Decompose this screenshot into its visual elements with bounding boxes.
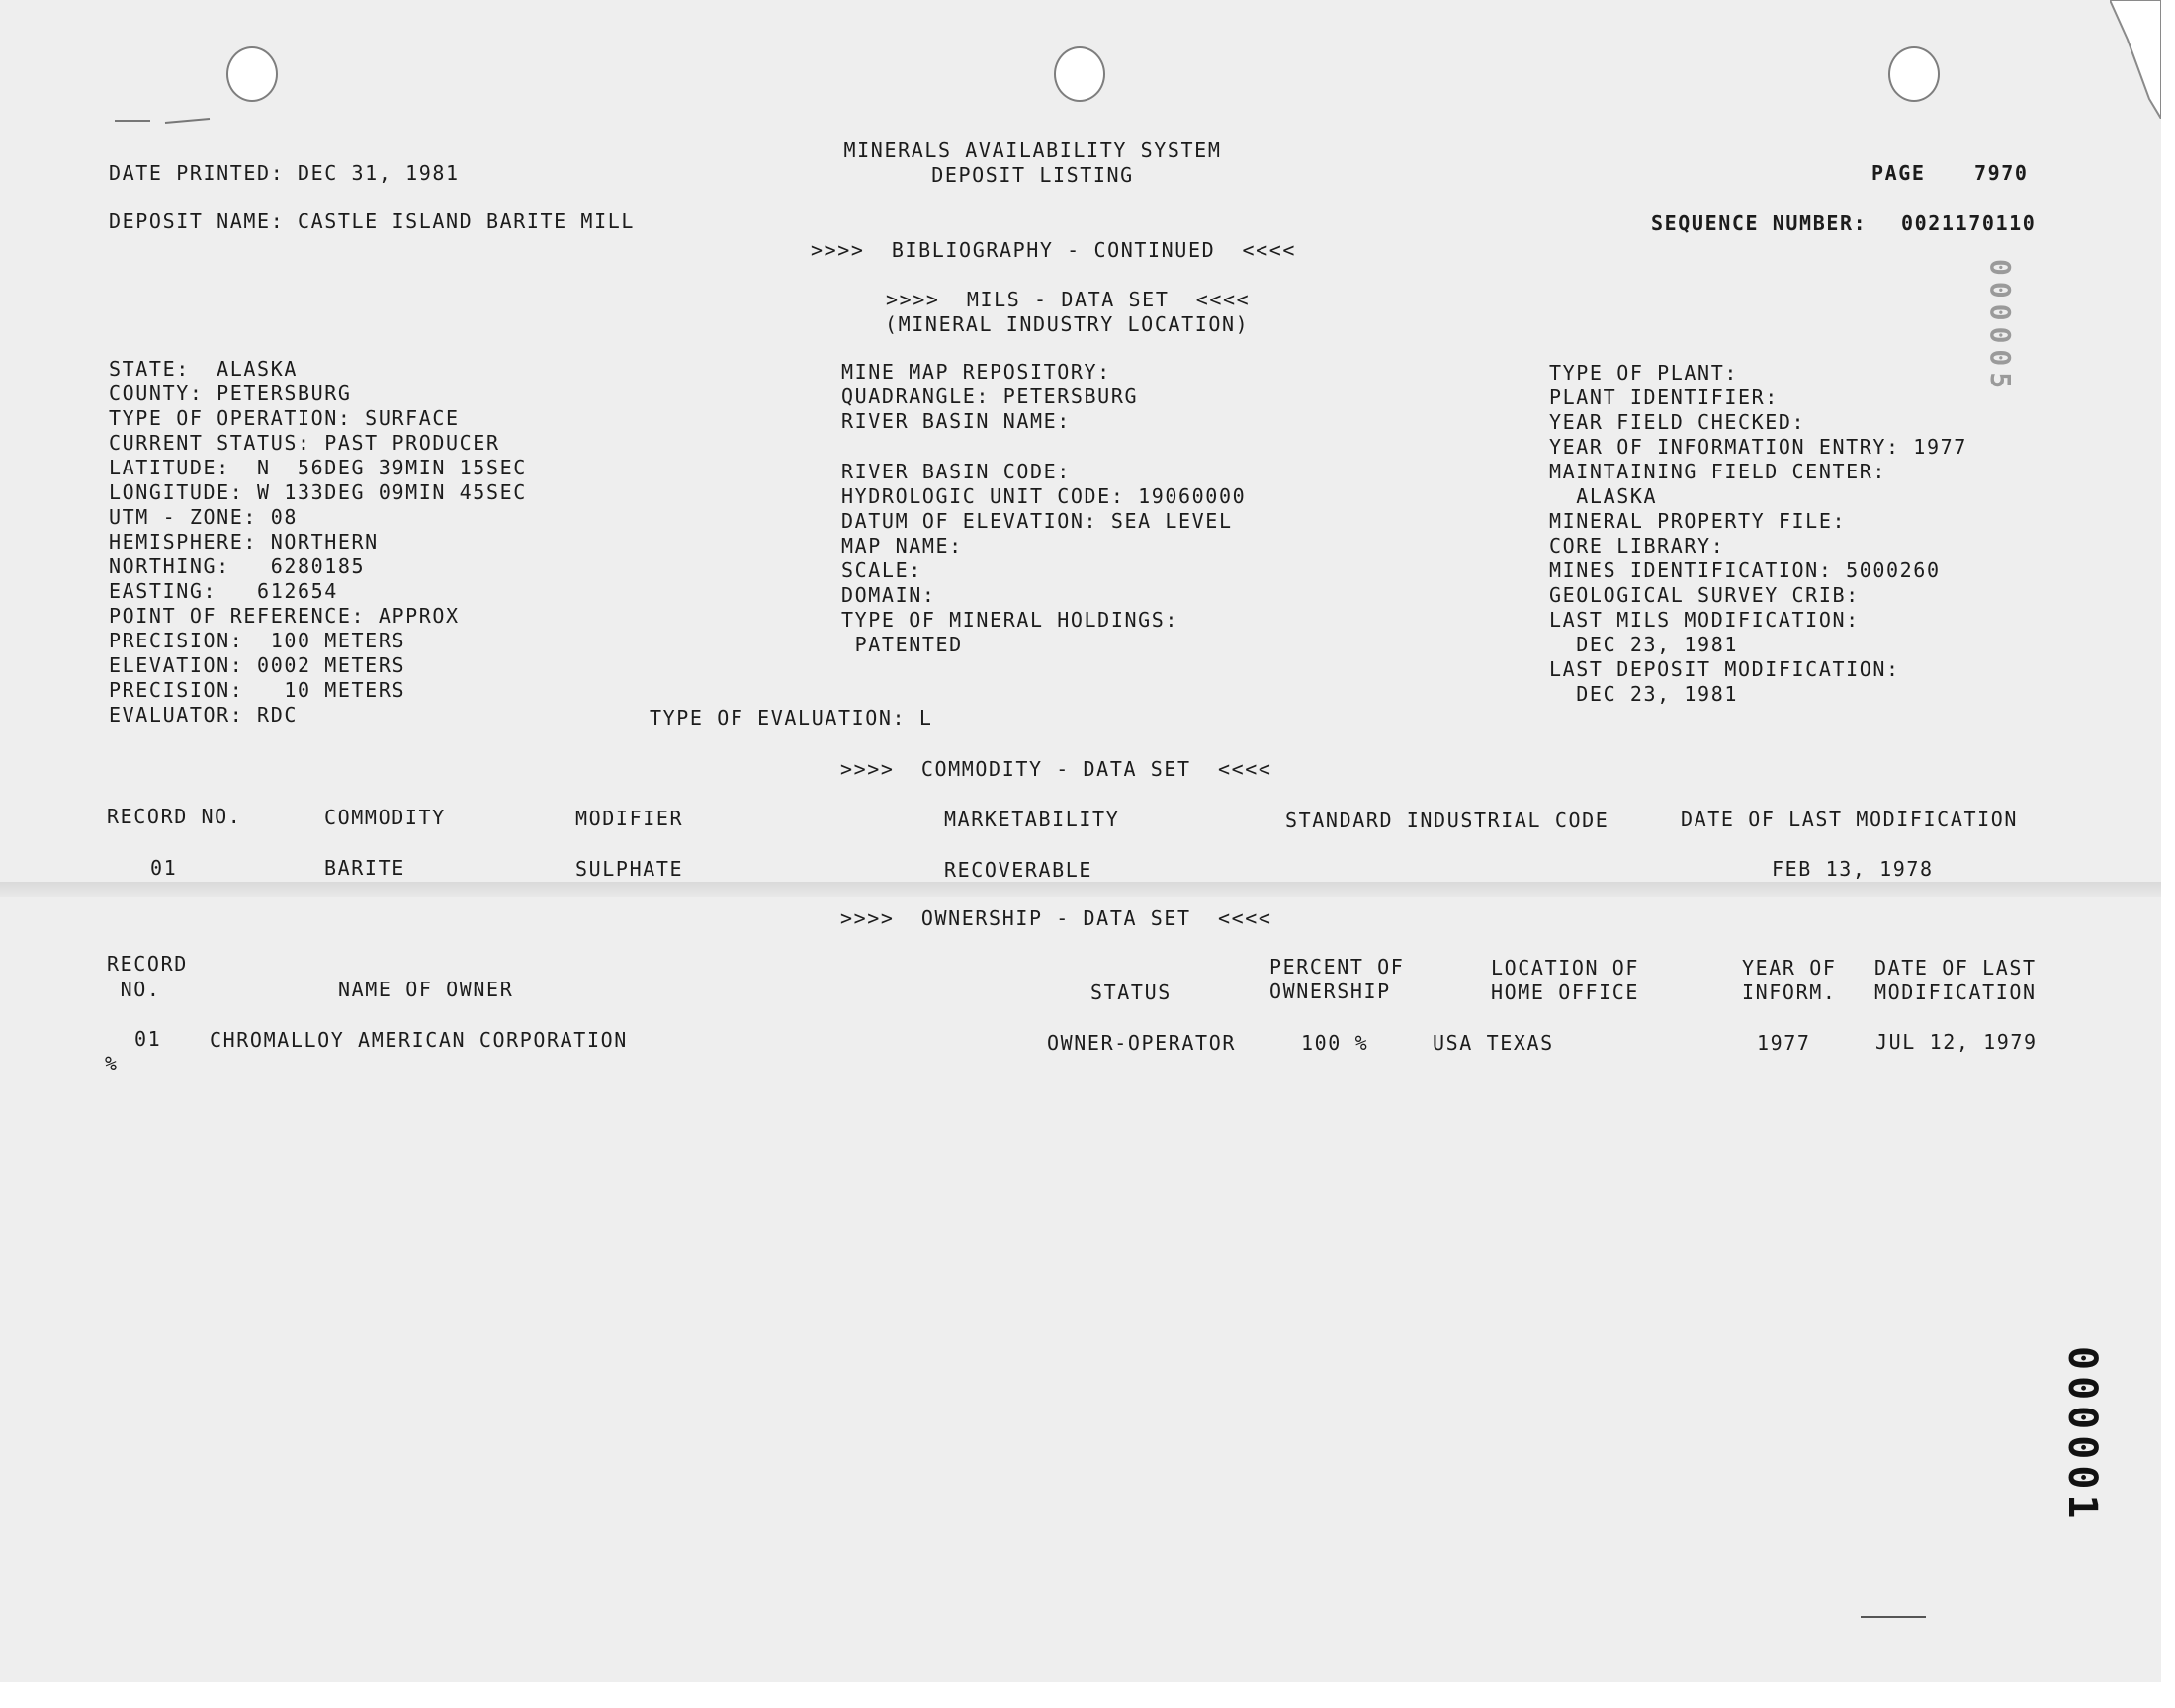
mils-field: MINES IDENTIFICATION: 5000260 — [1549, 558, 1941, 582]
page-number: 7970 — [1974, 161, 2029, 185]
sequence-number: 0021170110 — [1901, 212, 2037, 235]
pencil-dash — [1859, 1611, 1928, 1623]
mils-field: HEMISPHERE: NORTHERN — [109, 530, 379, 554]
mils-field: PRECISION: 100 METERS — [109, 629, 406, 652]
punch-hole-right — [1888, 46, 1940, 102]
corner-fold-shape — [2110, 0, 2161, 119]
system-title: MINERALS AVAILABILITY SYSTEM — [843, 138, 1222, 162]
mils-field: LAST DEPOSIT MODIFICATION: — [1549, 657, 1900, 681]
mils-field: TYPE OF OPERATION: SURFACE — [109, 406, 460, 430]
margin-stamp-bottom: 000001 — [2059, 1346, 2105, 1525]
ownership-header-location: LOCATION OF — [1491, 956, 1640, 980]
table-row-year: 1977 — [1757, 1031, 1811, 1055]
table-row-record: 01 — [134, 1027, 162, 1051]
table-row-marketability: RECOVERABLE — [944, 858, 1093, 882]
mils-field: YEAR OF INFORMATION ENTRY: 1977 — [1549, 435, 1967, 459]
pencil-scribble — [111, 111, 219, 130]
commodity-header-sic: STANDARD INDUSTRIAL CODE — [1285, 809, 1610, 832]
ownership-header-location: HOME OFFICE — [1491, 981, 1640, 1004]
mils-field: TYPE OF MINERAL HOLDINGS: — [841, 608, 1179, 632]
table-row-date: FEB 13, 1978 — [1772, 857, 1934, 881]
ownership-header-date: DATE OF LAST — [1874, 956, 2037, 980]
paper-fold-band — [0, 882, 2161, 897]
mils-field: MINE MAP REPOSITORY: — [841, 360, 1111, 384]
mils-subheading: (MINERAL INDUSTRY LOCATION) — [885, 312, 1250, 336]
mils-field: RIVER BASIN NAME: — [841, 409, 1071, 433]
ownership-header-percent: OWNERSHIP — [1269, 980, 1391, 1003]
mils-field: SCALE: — [841, 558, 922, 582]
ownership-header-name: NAME OF OWNER — [338, 978, 514, 1001]
mils-field: NORTHING: 6280185 — [109, 555, 366, 578]
mils-field: DOMAIN: — [841, 583, 936, 607]
commodity-header-commodity: COMMODITY — [324, 806, 446, 829]
ownership-header-record: RECORD — [107, 952, 188, 976]
margin-stamp-top: 000005 — [1984, 259, 2017, 395]
punch-hole-left — [226, 46, 278, 102]
mils-field: GEOLOGICAL SURVEY CRIB: — [1549, 583, 1860, 607]
type-of-evaluation: TYPE OF EVALUATION: L — [650, 706, 933, 729]
commodity-header-marketability: MARKETABILITY — [944, 808, 1120, 831]
mils-field: ELEVATION: 0002 METERS — [109, 653, 406, 677]
ownership-header-year: INFORM. — [1742, 981, 1837, 1004]
commodity-header-modifier: MODIFIER — [575, 807, 684, 830]
mils-field: PATENTED — [841, 633, 963, 656]
deposit-name: DEPOSIT NAME: CASTLE ISLAND BARITE MILL — [109, 210, 635, 233]
mils-field: POINT OF REFERENCE: APPROX — [109, 604, 460, 628]
mils-field: MINERAL PROPERTY FILE: — [1549, 509, 1847, 533]
mils-field: EVALUATOR: RDC — [109, 703, 298, 726]
mils-field: YEAR FIELD CHECKED: — [1549, 410, 1806, 434]
mils-field: QUADRANGLE: PETERSBURG — [841, 384, 1139, 408]
mils-field: ALASKA — [1549, 484, 1658, 508]
sequence-label: SEQUENCE NUMBER: — [1651, 212, 1868, 235]
ownership-header-date: MODIFICATION — [1874, 981, 2037, 1004]
table-row-location: USA TEXAS — [1433, 1031, 1554, 1055]
commodity-header-date: DATE OF LAST MODIFICATION — [1681, 808, 2019, 831]
ownership-header-year: YEAR OF — [1742, 956, 1837, 980]
mils-field: CORE LIBRARY: — [1549, 534, 1725, 557]
mils-field: TYPE OF PLANT: — [1549, 361, 1738, 384]
mils-field: EASTING: 612654 — [109, 579, 338, 603]
ownership-header-record: NO. — [107, 978, 161, 1001]
ownership-header-status: STATUS — [1090, 981, 1172, 1004]
mils-field: PLANT IDENTIFIER: — [1549, 385, 1779, 409]
table-row-date: JUL 12, 1979 — [1875, 1030, 2038, 1054]
table-row-modifier: SULPHATE — [575, 857, 684, 881]
table-row-record: 01 — [150, 856, 178, 880]
table-row-status: OWNER-OPERATOR — [1047, 1031, 1236, 1055]
mils-field: DATUM OF ELEVATION: SEA LEVEL — [841, 509, 1233, 533]
table-row-owner-name: CHROMALLOY AMERICAN CORPORATION — [210, 1028, 628, 1052]
mils-field: PRECISION: 10 METERS — [109, 678, 406, 702]
mils-field: UTM - ZONE: 08 — [109, 505, 298, 529]
mils-field: HYDROLOGIC UNIT CODE: 19060000 — [841, 484, 1247, 508]
punch-hole-center — [1054, 46, 1105, 102]
mils-field: MAINTAINING FIELD CENTER: — [1549, 460, 1887, 483]
mils-field: STATE: ALASKA — [109, 357, 298, 381]
table-row-percent: 100 % — [1301, 1031, 1369, 1055]
mils-field: LAST MILS MODIFICATION: — [1549, 608, 1860, 632]
mils-field: RIVER BASIN CODE: — [841, 460, 1071, 483]
page-label: PAGE — [1871, 161, 1926, 185]
ownership-header-percent: PERCENT OF — [1269, 955, 1405, 979]
date-printed: DATE PRINTED: DEC 31, 1981 — [109, 161, 460, 185]
mils-field: CURRENT STATUS: PAST PRODUCER — [109, 431, 500, 455]
mils-heading: >>>> MILS - DATA SET <<<< — [886, 288, 1251, 311]
mils-field: DEC 23, 1981 — [1549, 682, 1738, 706]
mils-field: LONGITUDE: W 133DEG 09MIN 45SEC — [109, 480, 527, 504]
mils-field: LATITUDE: N 56DEG 39MIN 15SEC — [109, 456, 527, 479]
commodity-heading: >>>> COMMODITY - DATA SET <<<< — [840, 757, 1272, 781]
mils-field: MAP NAME: — [841, 534, 963, 557]
listing-title: DEPOSIT LISTING — [931, 163, 1134, 187]
ownership-heading: >>>> OWNERSHIP - DATA SET <<<< — [840, 906, 1272, 930]
mils-field: COUNTY: PETERSBURG — [109, 382, 352, 405]
commodity-header-record: RECORD NO. — [107, 805, 242, 828]
bibliography-heading: >>>> BIBLIOGRAPHY - CONTINUED <<<< — [811, 238, 1297, 262]
table-row-commodity: BARITE — [324, 856, 405, 880]
end-of-record-marker: % — [105, 1052, 119, 1075]
mils-field: DEC 23, 1981 — [1549, 633, 1738, 656]
